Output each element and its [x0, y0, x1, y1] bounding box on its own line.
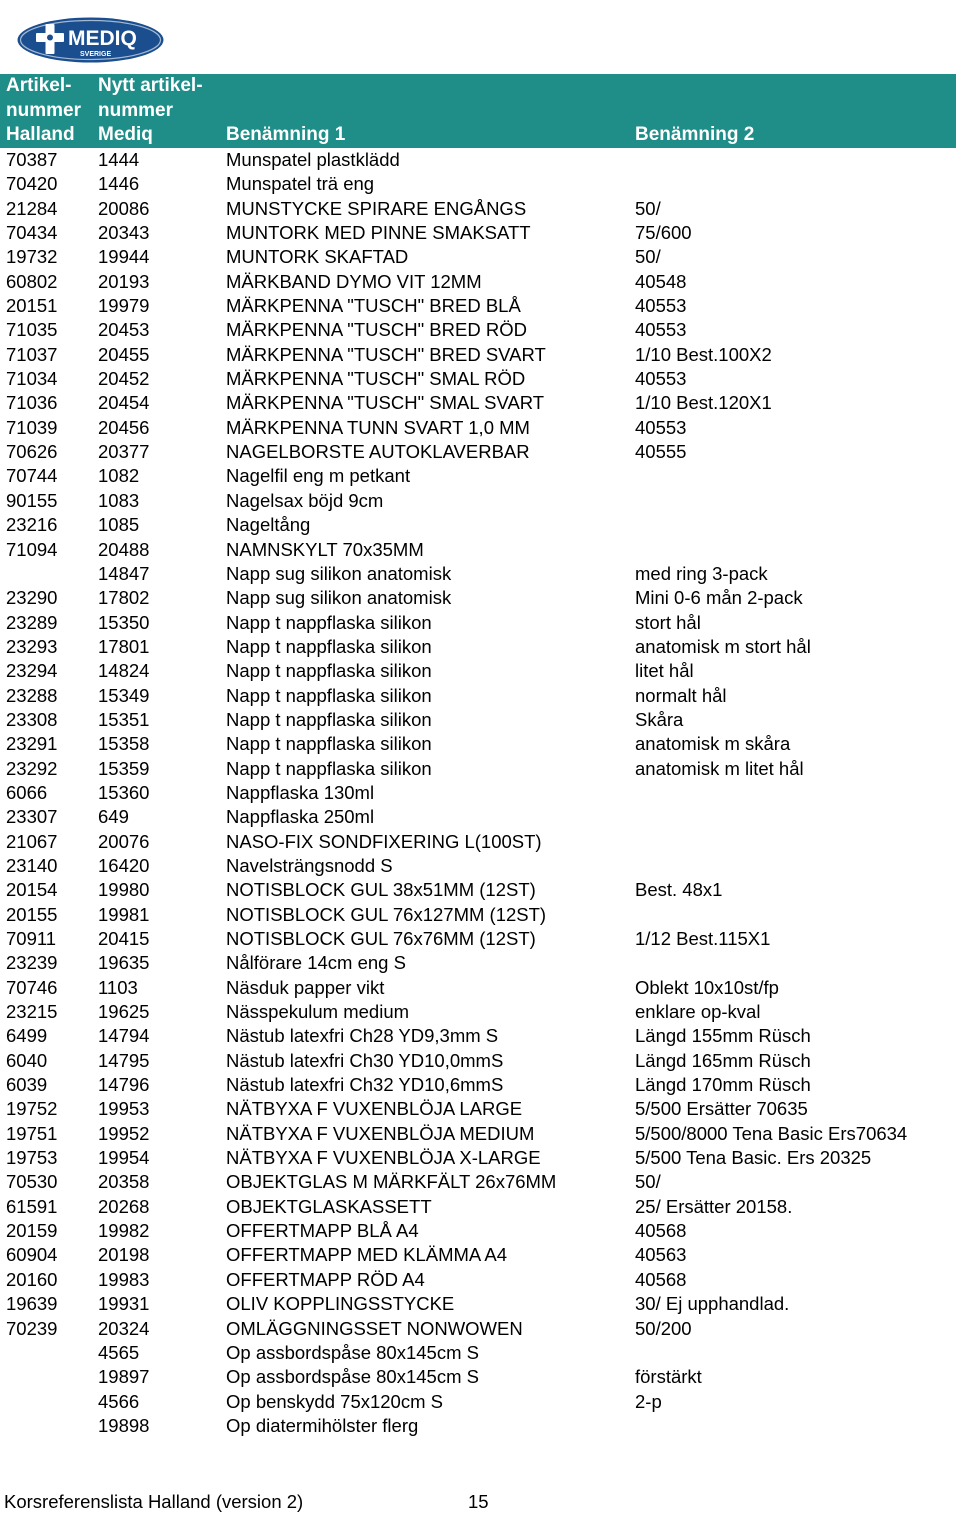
table-row: [0, 611, 956, 635]
cell-benamning-2: 50/200: [635, 1317, 692, 1339]
table-row: [0, 172, 956, 196]
table-row: [0, 489, 956, 513]
cell-artikelnummer-halland: 71036: [6, 392, 58, 414]
table-row: [0, 976, 956, 1000]
cell-benamning-1: Nålförare 14cm eng S: [226, 952, 406, 974]
cell-artikelnummer-mediq: 19944: [98, 246, 150, 268]
cell-artikelnummer-halland: 23239: [6, 952, 58, 974]
table-row: [0, 513, 956, 537]
cell-artikelnummer-mediq: 15358: [98, 733, 150, 755]
cell-benamning-1: Napp t nappflaska silikon: [226, 611, 432, 633]
cell-benamning-1: Op diatermihölster flerg: [226, 1414, 419, 1436]
table-row: [0, 1146, 956, 1170]
cell-benamning-2: Mini 0-6 mån 2-pack: [635, 587, 803, 609]
cell-benamning-2: Best. 48x1: [635, 879, 723, 901]
cell-benamning-1: Nappflaska 250ml: [226, 806, 375, 828]
cell-benamning-2: anatomisk m litet hål: [635, 757, 804, 779]
cell-artikelnummer-mediq: 15359: [98, 757, 150, 779]
cell-artikelnummer-halland: 60802: [6, 270, 58, 292]
table-row: [0, 1365, 956, 1389]
table-row: [0, 221, 956, 245]
cell-benamning-1: OBJEKTGLASKASSETT: [226, 1195, 432, 1217]
cell-benamning-2: 40563: [635, 1244, 687, 1266]
cell-benamning-2: 5/500/8000 Tena Basic Ers70634: [635, 1122, 908, 1144]
cell-benamning-1: NAMNSKYLT 70x35MM: [226, 538, 424, 560]
cell-benamning-1: Napp t nappflaska silikon: [226, 733, 432, 755]
cell-artikelnummer-mediq: 19898: [98, 1414, 150, 1436]
table-row: [0, 1292, 956, 1316]
header-line: Artikel-: [6, 75, 72, 96]
cell-artikelnummer-halland: 23215: [6, 1001, 58, 1023]
cell-benamning-1: Nästub latexfri Ch32 YD10,6mmS: [226, 1074, 504, 1096]
cell-artikelnummer-halland: 23288: [6, 684, 58, 706]
table-row: [0, 1317, 956, 1341]
cell-artikelnummer-mediq: 20198: [98, 1244, 150, 1266]
cell-benamning-2: normalt hål: [635, 684, 727, 706]
cell-benamning-1: Napp sug silikon anatomisk: [226, 587, 452, 609]
cell-artikelnummer-mediq: 4565: [98, 1341, 140, 1363]
table-row: [0, 732, 956, 756]
table-row: [0, 367, 956, 391]
table-row: [0, 830, 956, 854]
cell-benamning-1: MÄRKPENNA "TUSCH" SMAL RÖD: [226, 368, 526, 390]
cell-benamning-1: MÄRKPENNA "TUSCH" BRED RÖD: [226, 319, 527, 341]
cell-benamning-1: NASO-FIX SONDFIXERING L(100ST): [226, 830, 542, 852]
header-nytt-artikelnummer-mediq: [98, 74, 223, 148]
cell-artikelnummer-mediq: 19952: [98, 1122, 150, 1144]
cell-artikelnummer-halland: 23294: [6, 660, 58, 682]
cell-artikelnummer-halland: 71037: [6, 343, 58, 365]
cell-artikelnummer-mediq: 20455: [98, 343, 150, 365]
cell-artikelnummer-halland: 19639: [6, 1293, 58, 1315]
table-row: [0, 586, 956, 610]
table-row: [0, 1073, 956, 1097]
cell-artikelnummer-halland: 70626: [6, 441, 58, 463]
cell-artikelnummer-mediq: 20377: [98, 441, 150, 463]
cell-artikelnummer-halland: 20155: [6, 903, 58, 925]
cell-benamning-1: Nässpekulum medium: [226, 1001, 410, 1023]
cell-artikelnummer-mediq: 17802: [98, 587, 150, 609]
cell-benamning-2: enklare op-kval: [635, 1001, 761, 1023]
table-row: [0, 245, 956, 269]
cell-benamning-1: Napp t nappflaska silikon: [226, 635, 432, 657]
table-row: [0, 1000, 956, 1024]
cell-artikelnummer-mediq: 20415: [98, 928, 150, 949]
cell-artikelnummer-halland: 70420: [6, 173, 58, 195]
footer-text: Korsreferenslista Halland (version 2): [4, 1491, 304, 1512]
cell-artikelnummer-mediq: 20268: [98, 1195, 150, 1217]
cell-benamning-1: OLIV KOPPLINGSSTYCKE: [226, 1293, 455, 1315]
logo-brand: MEDIQ: [68, 27, 137, 50]
cell-artikelnummer-halland: 71039: [6, 416, 58, 438]
cell-artikelnummer-mediq: 649: [98, 806, 129, 828]
header-benamning-1: Benämning 1: [226, 124, 346, 145]
cell-benamning-1: NÄTBYXA F VUXENBLÖJA X-LARGE: [226, 1147, 541, 1169]
cell-benamning-1: OFFERTMAPP BLÅ A4: [226, 1220, 419, 1242]
table-row: [0, 562, 956, 586]
cell-benamning-1: NÄTBYXA F VUXENBLÖJA LARGE: [226, 1098, 523, 1120]
cell-artikelnummer-halland: 19732: [6, 246, 58, 268]
cell-benamning-1: Nästub latexfri Ch30 YD10,0mmS: [226, 1049, 504, 1071]
mediq-logo: [16, 16, 165, 64]
cell-benamning-1: OMLÄGGNINGSSET NONWOWEN: [226, 1317, 523, 1339]
cell-artikelnummer-halland: 23292: [6, 757, 58, 779]
table-row: [0, 318, 956, 342]
cell-benamning-2: 5/500 Ersätter 70635: [635, 1098, 808, 1120]
cell-artikelnummer-halland: 6499: [6, 1025, 48, 1047]
cell-benamning-2: 40553: [635, 295, 687, 317]
cell-artikelnummer-halland: 20160: [6, 1268, 58, 1290]
table-row: [0, 391, 956, 415]
cell-artikelnummer-mediq: 20343: [98, 222, 150, 244]
cell-artikelnummer-halland: 20151: [6, 295, 58, 317]
table-row: [0, 294, 956, 318]
cell-artikelnummer-halland: 23290: [6, 587, 58, 609]
cell-artikelnummer-mediq: 19953: [98, 1098, 150, 1120]
cell-artikelnummer-mediq: 14824: [98, 660, 150, 682]
cell-benamning-1: Näsduk papper vikt: [226, 976, 385, 998]
cell-artikelnummer-mediq: 19982: [98, 1220, 150, 1242]
cell-benamning-2: anatomisk m skåra: [635, 733, 791, 755]
table-row: [0, 878, 956, 902]
cell-benamning-1: Navelsträngsnodd S: [226, 854, 393, 876]
cell-benamning-1: Op benskydd 75x120cm S: [226, 1390, 443, 1412]
cell-benamning-1: Munspatel trä eng: [226, 173, 375, 195]
cell-benamning-1: Munspatel plastklädd: [226, 149, 400, 170]
cell-benamning-1: MUNSTYCKE SPIRARE ENGÅNGS: [226, 197, 527, 219]
table-row: [0, 538, 956, 562]
cell-artikelnummer-mediq: 19979: [98, 295, 150, 317]
cell-artikelnummer-halland: 19751: [6, 1122, 58, 1144]
cell-benamning-2: 40548: [635, 270, 687, 292]
cell-benamning-1: MUNTORK SKAFTAD: [226, 246, 409, 268]
cell-artikelnummer-mediq: 14794: [98, 1025, 150, 1047]
cell-artikelnummer-halland: 61591: [6, 1195, 58, 1217]
cell-artikelnummer-mediq: 19625: [98, 1001, 150, 1023]
cell-benamning-2: 30/ Ej upphandlad.: [635, 1293, 790, 1315]
table-row: [0, 1122, 956, 1146]
header-line: nummer: [98, 99, 173, 121]
cell-artikelnummer-mediq: 19980: [98, 879, 150, 901]
cell-benamning-1: Napp t nappflaska silikon: [226, 708, 432, 730]
cell-artikelnummer-halland: 90155: [6, 489, 58, 511]
table-body: [0, 148, 956, 1438]
table-row: [0, 708, 956, 732]
cell-benamning-1: Napp t nappflaska silikon: [226, 660, 432, 682]
table-row: [0, 416, 956, 440]
cell-benamning-1: Nageltång: [226, 514, 311, 536]
table-row: [0, 927, 956, 951]
cell-artikelnummer-halland: 6066: [6, 781, 48, 803]
cell-benamning-2: 5/500 Tena Basic. Ers 20325: [635, 1147, 872, 1169]
table-row: [0, 343, 956, 367]
cell-artikelnummer-mediq: 20453: [98, 319, 150, 341]
cell-artikelnummer-mediq: 19983: [98, 1268, 150, 1290]
cell-artikelnummer-halland: 70387: [6, 149, 58, 170]
cell-benamning-1: Napp sug silikon anatomisk: [226, 562, 452, 584]
cell-benamning-2: 1/10 Best.120X1: [635, 392, 772, 414]
cell-artikelnummer-mediq: 19635: [98, 952, 150, 974]
cell-artikelnummer-halland: 21067: [6, 830, 58, 852]
table-row: [0, 659, 956, 683]
cell-artikelnummer-halland: 19753: [6, 1147, 58, 1169]
cell-benamning-1: NÄTBYXA F VUXENBLÖJA MEDIUM: [226, 1122, 535, 1144]
cell-benamning-1: Napp t nappflaska silikon: [226, 757, 432, 779]
table-row: [0, 1097, 956, 1121]
cell-benamning-2: Längd 155mm Rüsch: [635, 1025, 811, 1047]
cell-benamning-2: Längd 165mm Rüsch: [635, 1049, 811, 1071]
table-row: [0, 197, 956, 221]
cell-benamning-1: NOTISBLOCK GUL 76x76MM (12ST): [226, 928, 536, 949]
cell-artikelnummer-halland: 6040: [6, 1049, 48, 1071]
cell-benamning-2: litet hål: [635, 660, 694, 682]
cell-benamning-1: MÄRKBAND DYMO VIT 12MM: [226, 270, 482, 292]
header-line: Mediq: [98, 124, 153, 145]
cell-benamning-1: Nagelfil eng m petkant: [226, 465, 411, 487]
cell-artikelnummer-mediq: 1446: [98, 173, 140, 195]
cell-artikelnummer-halland: 21284: [6, 197, 58, 219]
cell-artikelnummer-mediq: 20358: [98, 1171, 150, 1193]
table-row: [0, 270, 956, 294]
cell-artikelnummer-halland: 23308: [6, 708, 58, 730]
cell-artikelnummer-halland: 60904: [6, 1244, 58, 1266]
cell-benamning-1: Nappflaska 130ml: [226, 781, 375, 803]
cell-artikelnummer-mediq: 20456: [98, 416, 150, 438]
cell-artikelnummer-halland: 70239: [6, 1317, 58, 1339]
cell-benamning-1: NOTISBLOCK GUL 38x51MM (12ST): [226, 879, 536, 901]
table-row: [0, 805, 956, 829]
cell-artikelnummer-halland: 71034: [6, 368, 58, 390]
cell-artikelnummer-halland: 23291: [6, 733, 58, 755]
cell-artikelnummer-mediq: 20488: [98, 538, 150, 560]
cell-benamning-2: 40568: [635, 1220, 687, 1242]
cell-benamning-2: med ring 3-pack: [635, 562, 768, 584]
table-row: [0, 903, 956, 927]
cell-benamning-1: MÄRKPENNA "TUSCH" SMAL SVART: [226, 392, 545, 414]
cell-benamning-2: anatomisk m stort hål: [635, 635, 811, 657]
cell-artikelnummer-mediq: 19897: [98, 1366, 150, 1388]
cell-artikelnummer-halland: 70911: [6, 928, 57, 949]
table-row: [0, 781, 956, 805]
cell-artikelnummer-mediq: 20324: [98, 1317, 150, 1339]
cell-artikelnummer-mediq: 17801: [98, 635, 150, 657]
header-benamning-2: Benämning 2: [635, 124, 755, 145]
cell-artikelnummer-mediq: 19931: [98, 1293, 150, 1315]
cell-artikelnummer-mediq: 1083: [98, 489, 140, 511]
cell-benamning-1: Op assbordspåse 80x145cm S: [226, 1366, 479, 1388]
cell-benamning-2: 50/: [635, 197, 661, 219]
cell-benamning-2: 50/: [635, 246, 661, 268]
page-number: 15: [468, 1491, 489, 1512]
table-row: [0, 1170, 956, 1194]
cell-benamning-1: MÄRKPENNA "TUSCH" BRED SVART: [226, 343, 546, 365]
table-row: [0, 635, 956, 659]
cell-benamning-2: 40553: [635, 319, 687, 341]
cell-artikelnummer-halland: 6039: [6, 1074, 48, 1096]
mediq-logo-graphic: [16, 16, 165, 64]
cell-artikelnummer-mediq: 4566: [98, 1390, 140, 1412]
cell-artikelnummer-mediq: 15350: [98, 611, 150, 633]
table-row: [0, 440, 956, 464]
table-row: [0, 1390, 956, 1414]
cell-artikelnummer-halland: 20159: [6, 1220, 58, 1242]
cell-benamning-2: Skåra: [635, 708, 684, 730]
cell-benamning-1: MÄRKPENNA "TUSCH" BRED BLÅ: [226, 295, 521, 317]
cell-artikelnummer-halland: 20154: [6, 879, 58, 901]
cell-artikelnummer-halland: 71094: [6, 538, 58, 560]
table-row: [0, 1243, 956, 1267]
cell-artikelnummer-mediq: 20452: [98, 368, 150, 390]
cell-artikelnummer-mediq: 15351: [98, 708, 150, 730]
cell-benamning-2: 1/12 Best.115X1: [635, 928, 771, 949]
cell-artikelnummer-mediq: 1103: [98, 976, 138, 998]
table-row: [0, 951, 956, 975]
cell-benamning-2: Oblekt 10x10st/fp: [635, 976, 779, 998]
table-row: [0, 464, 956, 488]
cell-benamning-1: MUNTORK MED PINNE SMAKSATT: [226, 222, 531, 244]
cell-artikelnummer-mediq: 1444: [98, 149, 140, 170]
cell-artikelnummer-halland: 23307: [6, 806, 58, 828]
cell-benamning-2: förstärkt: [635, 1366, 702, 1388]
cell-benamning-2: 1/10 Best.100X2: [635, 343, 772, 365]
header-artikelnummer-halland: [6, 74, 96, 148]
cell-artikelnummer-mediq: 20454: [98, 392, 150, 414]
cell-benamning-1: OFFERTMAPP RÖD A4: [226, 1268, 425, 1290]
cell-artikelnummer-halland: 23289: [6, 611, 58, 633]
cell-artikelnummer-halland: 70744: [6, 465, 58, 487]
cell-artikelnummer-halland: 70530: [6, 1171, 58, 1193]
cell-artikelnummer-mediq: 14796: [98, 1074, 150, 1096]
table-row: [0, 1195, 956, 1219]
cell-artikelnummer-mediq: 20076: [98, 830, 150, 852]
cell-benamning-1: Op assbordspåse 80x145cm S: [226, 1341, 479, 1363]
cell-artikelnummer-mediq: 14847: [98, 562, 150, 584]
header-line: Nytt artikel-: [98, 75, 203, 96]
table-header: [0, 74, 956, 148]
cell-benamning-2: stort hål: [635, 611, 701, 633]
cell-benamning-1: OFFERTMAPP MED KLÄMMA A4: [226, 1244, 507, 1266]
table-row: [0, 148, 956, 172]
cell-benamning-2: 40553: [635, 416, 687, 438]
cell-benamning-1: OBJEKTGLAS M MÄRKFÄLT 26x76MM: [226, 1171, 557, 1193]
cell-benamning-2: 2-p: [635, 1390, 662, 1412]
cell-artikelnummer-halland: 23216: [6, 514, 58, 536]
cell-benamning-2: 40553: [635, 368, 687, 390]
table-row: [0, 1219, 956, 1243]
cell-benamning-2: Längd 170mm Rüsch: [635, 1074, 811, 1096]
cell-artikelnummer-halland: 19752: [6, 1098, 58, 1120]
table-row: [0, 1341, 956, 1365]
table-row: [0, 1024, 956, 1048]
table-row: [0, 684, 956, 708]
cell-artikelnummer-mediq: 19981: [98, 903, 150, 925]
cell-artikelnummer-mediq: 14795: [98, 1049, 150, 1071]
header-line: nummer: [6, 99, 81, 121]
table-row: [0, 1414, 956, 1438]
cell-artikelnummer-mediq: 20086: [98, 197, 150, 219]
table-row: [0, 1268, 956, 1292]
cell-artikelnummer-halland: 70434: [6, 222, 58, 244]
table-row: [0, 1049, 956, 1073]
cell-benamning-1: Nagelsax böjd 9cm: [226, 489, 384, 511]
cell-artikelnummer-mediq: 15360: [98, 781, 150, 803]
cell-benamning-2: 50/: [635, 1171, 661, 1193]
cell-artikelnummer-mediq: 19954: [98, 1147, 150, 1169]
cell-benamning-2: 25/ Ersätter 20158.: [635, 1195, 793, 1217]
cell-artikelnummer-mediq: 20193: [98, 270, 150, 292]
cell-benamning-2: 40568: [635, 1268, 687, 1290]
cell-artikelnummer-mediq: 16420: [98, 854, 150, 876]
table-row: [0, 854, 956, 878]
cell-benamning-1: NAGELBORSTE AUTOKLAVERBAR: [226, 441, 530, 463]
header-line: Halland: [6, 124, 75, 145]
cell-artikelnummer-mediq: 15349: [98, 684, 150, 706]
logo-sub: SVERIGE: [80, 51, 112, 58]
cell-benamning-2: 75/600: [635, 222, 692, 244]
cell-artikelnummer-halland: 23293: [6, 635, 58, 657]
cell-benamning-2: 40555: [635, 441, 687, 463]
cell-artikelnummer-halland: 23140: [6, 854, 58, 876]
cell-benamning-1: NOTISBLOCK GUL 76x127MM (12ST): [226, 903, 547, 925]
cell-benamning-1: MÄRKPENNA TUNN SVART 1,0 MM: [226, 416, 530, 438]
cell-artikelnummer-halland: 71035: [6, 319, 58, 341]
cell-benamning-1: Napp t nappflaska silikon: [226, 684, 432, 706]
cell-artikelnummer-mediq: 1085: [98, 514, 140, 536]
cell-benamning-1: Nästub latexfri Ch28 YD9,3mm S: [226, 1025, 499, 1047]
cell-artikelnummer-halland: 70746: [6, 976, 58, 998]
table-row: [0, 757, 956, 781]
cell-artikelnummer-mediq: 1082: [98, 465, 140, 487]
